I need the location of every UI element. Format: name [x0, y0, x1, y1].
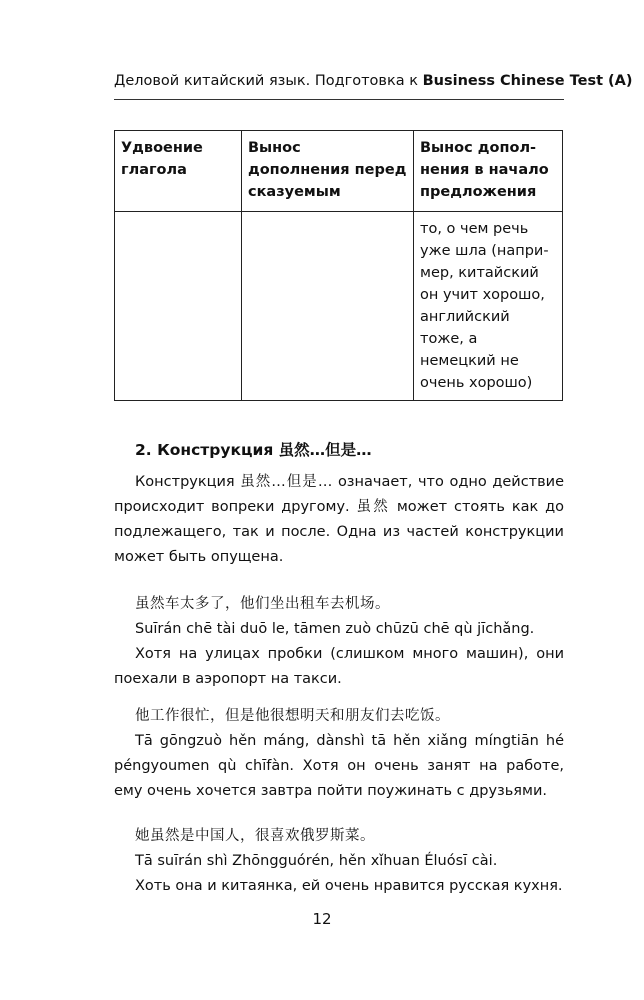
header-title-bold: Business Chinese Test (A): [422, 73, 633, 89]
table-cell: то, о чем речь уже шла (напри-мер, китайский он учит хорошо, английский тоже, а немецкий не очень хорошо): [414, 212, 563, 401]
example-pinyin-and-translation: [114, 729, 564, 804]
table-header-cell: Вынос дополнения перед сказуемым: [242, 131, 414, 212]
table-header-cell: Удвоение глагола: [115, 131, 242, 212]
running-header: [114, 72, 633, 90]
example-block: [114, 704, 564, 804]
example-translation: Хотя на улицах пробки (слишком много машин), они поехали в аэропорт на такси.: [114, 646, 564, 687]
table-cell: [115, 212, 242, 401]
example-pinyin: Suīrán chē tài duō le, tāmen zuò chūzū chē qù jīchǎng.: [135, 621, 535, 637]
header-rule: [114, 99, 564, 100]
header-title: Деловой китайский язык. Подготовка к: [114, 73, 423, 89]
example-pinyin: Tā gōngzuò hěn máng, dànshì tā hěn xiǎng míngtiān hé péngyoumen qù chīfàn.: [114, 733, 564, 774]
example-chinese: 她虽然是中国人，很喜欢俄罗斯菜。: [135, 828, 375, 844]
section-title: 2. Конструкция 虽然…但是…: [135, 441, 372, 459]
example-chinese: 虽然车太多了，他们坐出租车去机场。: [135, 596, 390, 612]
example-block: [114, 824, 564, 899]
intro-paragraph: Конструкция 虽然…但是… означает, что одно действие происходит вопреки другому. 虽然 может стоять как до подлежащего, так и после. Одна из частей конструкции может быть опущена.: [114, 474, 564, 565]
grammar-table: [114, 130, 563, 401]
page-number: 12: [312, 910, 332, 928]
table-cell: [242, 212, 414, 401]
table-header-cell: Вынос допол-нения в начало предложения: [414, 131, 563, 212]
example-translation: Хоть она и китаянка, ей очень нравится русская кухня.: [135, 878, 563, 894]
example-chinese: 他工作很忙，但是他很想明天和朋友们去吃饭。: [135, 708, 450, 724]
example-block: [114, 592, 564, 692]
example-pinyin: Tā suīrán shì Zhōngguórén, hěn xǐhuan Éluósī cài.: [135, 853, 498, 869]
example-translation: Хотя он очень занят на работе, ему очень хочется завтра пойти поужинать с друзьями.: [114, 758, 565, 799]
table-header-row: [115, 131, 563, 212]
table-row: [115, 212, 563, 401]
